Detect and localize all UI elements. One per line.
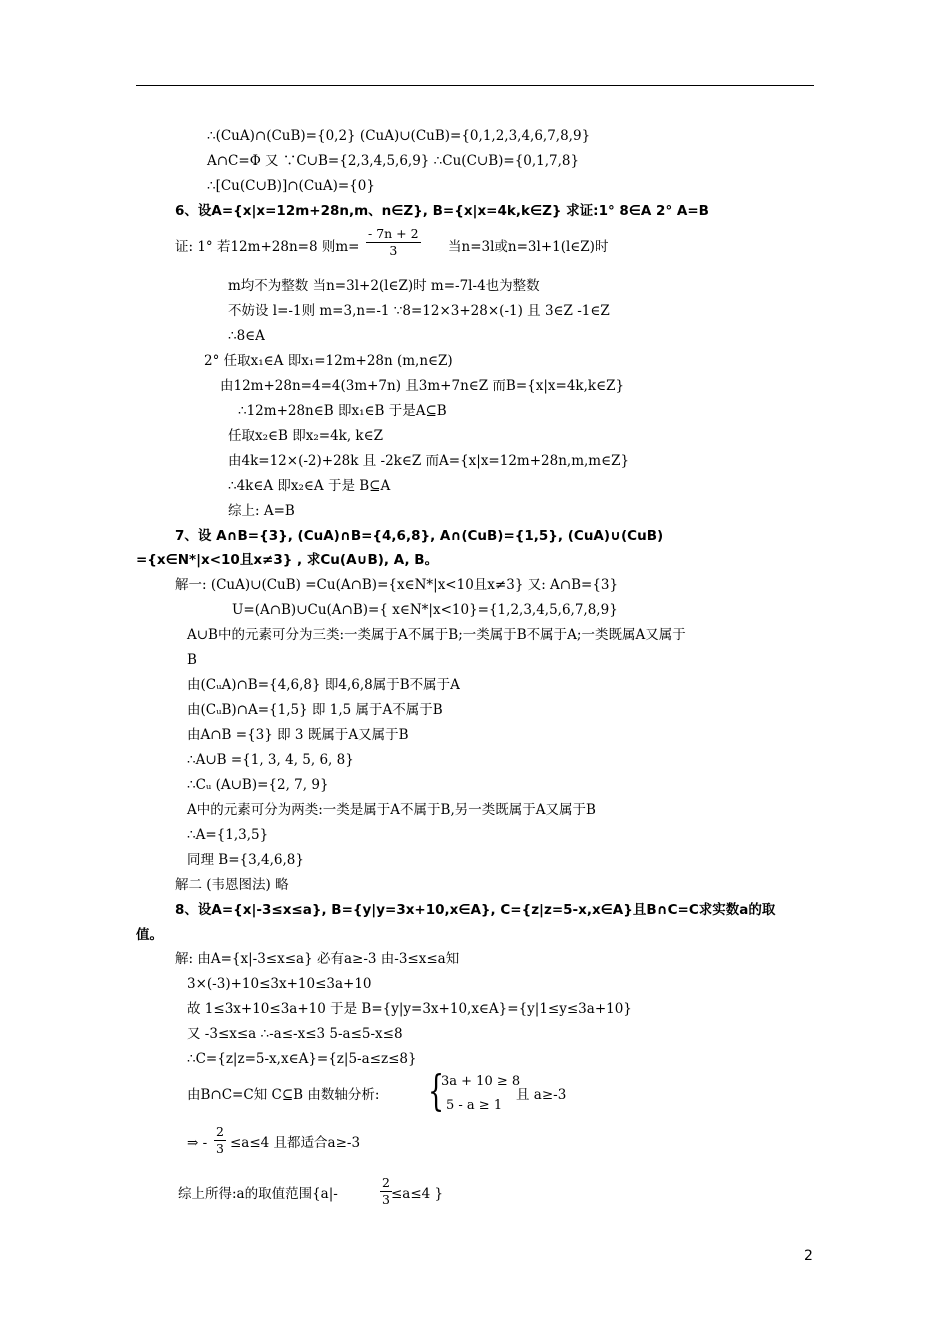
text-line: B bbox=[187, 652, 197, 668]
text-line: ∴4k∈A 即x₂∈A 于是 B⊆A bbox=[228, 478, 391, 494]
text-line: ∴8∈A bbox=[228, 328, 265, 344]
text-line: ∴C={z|z=5-x,x∈A}={z|5-a≤z≤8} bbox=[187, 1051, 417, 1067]
fraction-numerator: 2 bbox=[216, 1124, 224, 1139]
fraction bbox=[380, 1175, 392, 1208]
text-line: ∴(CuA)∩(CuB)={0,2} (CuA)∪(CuB)={0,1,2,3,4,6,7,8,9} bbox=[207, 128, 591, 144]
fraction-denominator: 3 bbox=[382, 1192, 390, 1207]
text-line: 同理 B={3,4,6,8} bbox=[187, 852, 304, 868]
text-line: 当n=3l或n=3l+1(l∈Z)时 bbox=[448, 239, 609, 255]
text-line: ⇒ - bbox=[187, 1135, 208, 1151]
text-line: 6、设A={x|x=12m+28n,m、n∈Z}, B={x|x=4k,k∈Z} 求证:1° 8∈A 2° A=B bbox=[175, 203, 709, 219]
text-line: ∴[Cu(C∪B)]∩(CuA)={0} bbox=[207, 178, 375, 194]
text-line: 且 a≥-3 bbox=[516, 1087, 567, 1103]
text-line: A∩C=Φ 又 ∵C∪B={2,3,4,5,6,9} ∴Cu(C∪B)={0,1,7,8} bbox=[207, 153, 580, 169]
fraction bbox=[366, 226, 421, 259]
text-line: ≤a≤4 且都适合a≥-3 bbox=[230, 1135, 361, 1151]
text-line: 不妨设 l=-1则 m=3,n=-1 ∵8=12×3+28×(-1) 且 3∈Z -1∈Z bbox=[228, 303, 610, 319]
text-line: 解一: (CuA)∪(CuB) =Cu(A∩B)={x∈N*|x<10且x≠3} 又: A∩B={3} bbox=[175, 577, 619, 593]
header-rule bbox=[136, 85, 814, 86]
text-line: 由4k=12×(-2)+28k 且 -2k∈Z 而A={x|x=12m+28n,m,m∈Z} bbox=[228, 453, 630, 469]
text-line: 由12m+28n=4=4(3m+7n) 且3m+7n∈Z 而B={x|x=4k,k∈Z} bbox=[220, 378, 625, 394]
text-line: A中的元素可分为两类:一类是属于A不属于B,另一类既属于A又属于B bbox=[187, 802, 596, 818]
text-line: 由(CᵤA)∩B={4,6,8} 即4,6,8属于B不属于A bbox=[187, 677, 460, 693]
system-line-1: 3a + 10 ≥ 8 bbox=[441, 1074, 521, 1089]
text-line: 由B∩C=C知 C⊆B 由数轴分析: bbox=[187, 1087, 380, 1103]
system-line-2: 5 - a ≥ 1 bbox=[446, 1098, 503, 1113]
text-line: U=(A∩B)∪Cu(A∩B)={ x∈N*|x<10}={1,2,3,4,5,6,7,8,9} bbox=[232, 602, 618, 618]
fraction-denominator: 3 bbox=[216, 1141, 224, 1156]
text-line: 故 1≤3x+10≤3a+10 于是 B={y|y=3x+10,x∈A}={y|1≤y≤3a+10} bbox=[187, 1001, 632, 1017]
text-line: ∴12m+28n∈B 即x₁∈B 于是A⊆B bbox=[238, 403, 447, 419]
text-line: A∪B中的元素可分为三类:一类属于A不属于B;一类属于B不属于A;一类既属A又属于 bbox=[187, 627, 686, 643]
text-line: ={x∈N*|x<10且x≠3} , 求Cu(A∪B), A, B。 bbox=[136, 552, 439, 568]
text-line: 7、设 A∩B={3}, (CuA)∩B={4,6,8}, A∩(CuB)={1,5}, (CuA)∪(CuB) bbox=[175, 528, 664, 544]
text-line: ∴A∪B ={1, 3, 4, 5, 6, 8} bbox=[187, 752, 354, 768]
text-line: 综上: A=B bbox=[228, 503, 295, 519]
text-line: 由(CᵤB)∩A={1,5} 即 1,5 属于A不属于B bbox=[187, 702, 443, 718]
text-line: 证: 1° 若12m+28n=8 则m= bbox=[175, 239, 360, 255]
fraction-numerator: - 7n + 2 bbox=[368, 226, 419, 241]
text-line: 2° 任取x₁∈A 即x₁=12m+28n (m,n∈Z) bbox=[204, 353, 453, 369]
text-line: 解二 (韦恩图法) 略 bbox=[175, 877, 289, 893]
text-line: 由A∩B ={3} 即 3 既属于A又属于B bbox=[187, 727, 409, 743]
text-line: ≤a≤4 } bbox=[391, 1186, 444, 1202]
fraction bbox=[214, 1124, 226, 1157]
text-line: m均不为整数 当n=3l+2(l∈Z)时 m=-7l-4也为整数 bbox=[228, 278, 540, 294]
text-line: 8、设A={x|-3≤x≤a}, B={y|y=3x+10,x∈A}, C={z|z=5-x,x∈A}且B∩C=C求实数a的取 bbox=[175, 902, 776, 918]
fraction-numerator: 2 bbox=[382, 1175, 390, 1190]
text-line: ∴A={1,3,5} bbox=[187, 827, 269, 843]
text-line: ∴Cᵤ (A∪B)={2, 7, 9} bbox=[187, 777, 329, 793]
text-line: 综上所得:a的取值范围{a|- bbox=[178, 1186, 338, 1202]
text-line: 又 -3≤x≤a ∴-a≤-x≤3 5-a≤5-x≤8 bbox=[187, 1026, 403, 1042]
page-number: 2 bbox=[804, 1248, 813, 1264]
system-brace: { bbox=[428, 1066, 445, 1115]
fraction-denominator: 3 bbox=[389, 243, 398, 258]
text-line: 任取x₂∈B 即x₂=4k, k∈Z bbox=[228, 428, 383, 444]
text-line: 解: 由A={x|-3≤x≤a} 必有a≥-3 由-3≤x≤a知 bbox=[175, 951, 460, 967]
text-line: 值。 bbox=[136, 927, 163, 943]
text-line: 3×(-3)+10≤3x+10≤3a+10 bbox=[187, 976, 372, 992]
